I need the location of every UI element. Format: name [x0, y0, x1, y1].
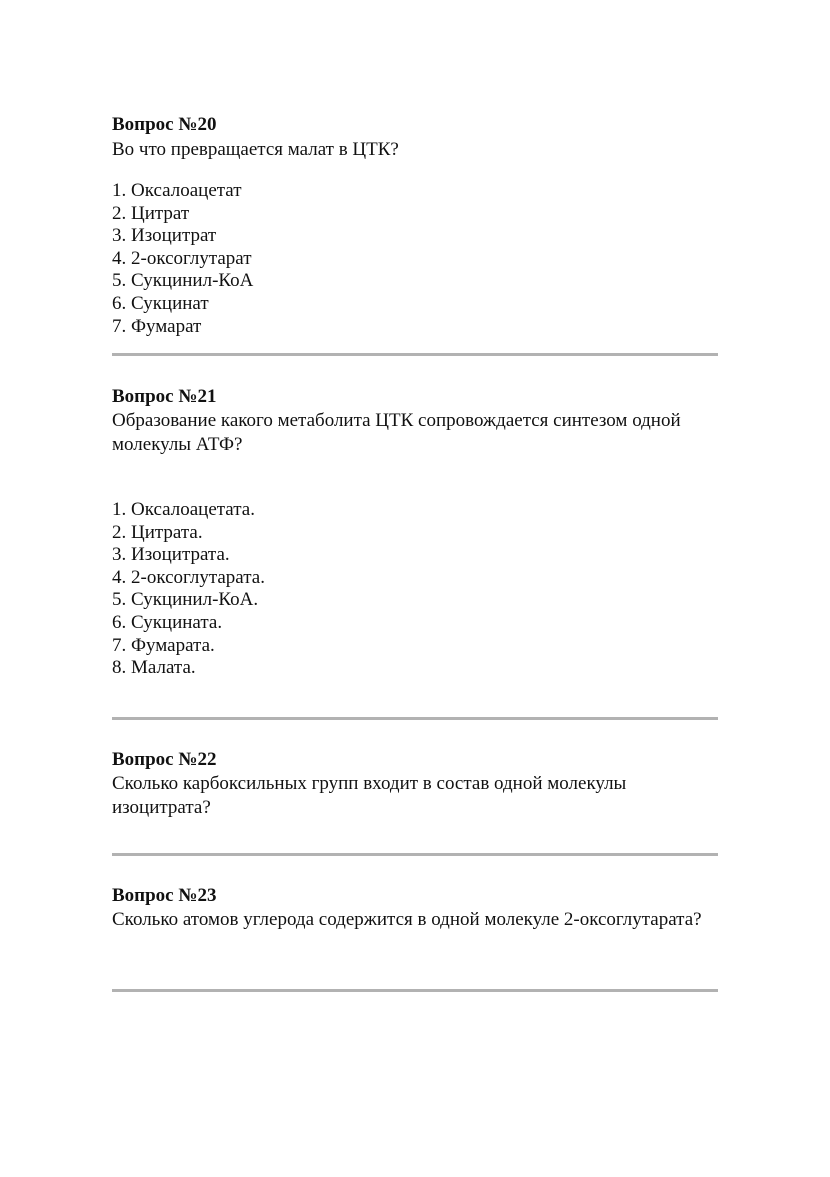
answer-option: 7. Фумарата.	[112, 634, 215, 656]
answer-option: 1. Оксалоацетата.	[112, 499, 255, 520]
answer-option: 1. Оксалоацетат	[112, 180, 242, 201]
answer-option: 4. 2-оксоглутарат	[112, 247, 252, 269]
question-text: Сколько атомов углерода содержится в одной молекуле 2-оксоглутарата?	[112, 909, 702, 930]
answer-option: 3. Изоцитрат	[112, 225, 217, 247]
question-title: Вопрос №20	[112, 114, 217, 135]
section-divider	[112, 717, 718, 720]
answer-option: 3. Изоцитрата.	[112, 544, 230, 566]
answer-options-list	[112, 499, 718, 680]
section-divider	[112, 353, 718, 356]
question-title: Вопрос №21	[112, 386, 217, 407]
answer-option: 8. Малата.	[112, 657, 196, 679]
question-block-20	[112, 114, 718, 338]
answer-option: 2. Цитрата.	[112, 521, 203, 543]
answer-option: 6. Сукцината.	[112, 611, 223, 633]
question-block-21	[112, 386, 718, 680]
question-text: Сколько карбоксильных групп входит в состав одной молекулы изоцитрата?	[112, 773, 627, 818]
question-block-22	[112, 749, 718, 820]
answer-option: 4. 2-оксоглутарата.	[112, 566, 265, 588]
question-title: Вопрос №22	[112, 749, 217, 770]
question-text: Образование какого метаболита ЦТК сопровождается синтезом одной молекулы АТФ?	[112, 410, 681, 455]
section-divider	[112, 989, 718, 992]
answer-option: 5. Сукцинил-КоА.	[112, 589, 259, 611]
answer-option: 7. Фумарат	[112, 315, 202, 337]
section-divider	[112, 853, 718, 856]
question-title: Вопрос №23	[112, 885, 217, 906]
question-text: Во что превращается малат в ЦТК?	[112, 139, 399, 160]
answer-option: 6. Сукцинат	[112, 292, 209, 314]
answer-option: 2. Цитрат	[112, 202, 190, 224]
answer-options-list	[112, 180, 718, 338]
answer-option: 5. Сукцинил-КоА	[112, 270, 254, 292]
question-block-23	[112, 885, 718, 932]
